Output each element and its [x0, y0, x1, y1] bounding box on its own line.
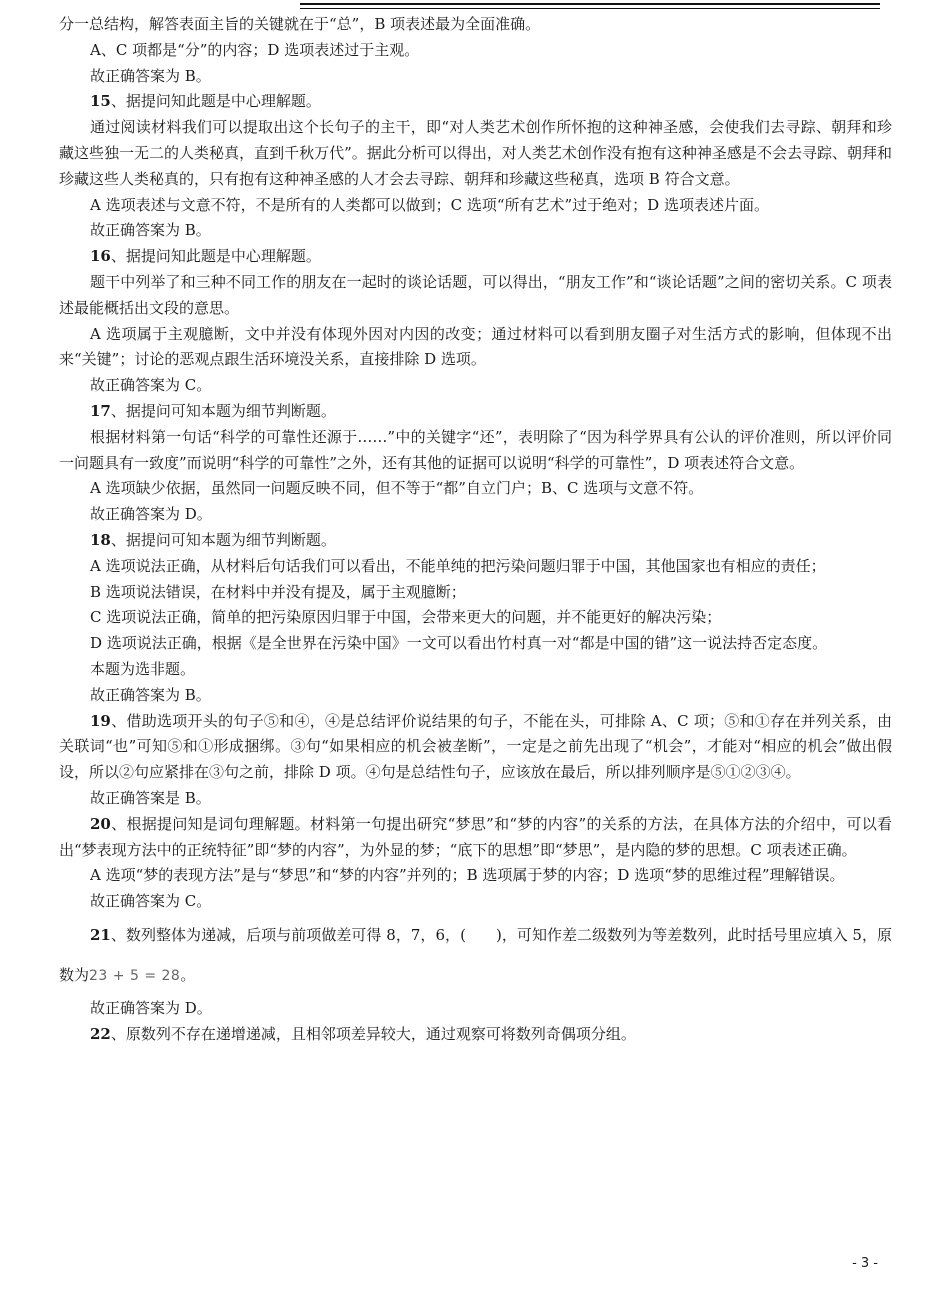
question-text: 、据提问可知本题为细节判断题。	[110, 401, 336, 420]
paragraph: 通过阅读材料我们可以提取出这个长句子的主干，即“对人类艺术创作所怀抱的这种神圣感，会使我们去寻踪、朝拜和珍藏这些独一无二的人类秘真，直到千秋万代”。据此分析可以得出，对人类艺术创作没有抱有这种神圣感是不会去寻踪、朝拜和珍藏这些人类秘真的，只有抱有这种神圣感的人才会去寻踪、朝拜和珍藏这些秘真，选项 B 符合文意。	[59, 118, 892, 188]
question-text: 、据提问知此题是中心理解题。	[110, 92, 321, 111]
option-b-analysis: B 选项说法错误，在材料中并没有提及，属于主观臆断；	[90, 582, 466, 601]
option-d-analysis: D 选项说法正确，根据《是全世界在污染中国》一文可以看出竹村真一对“都是中国的错”这一说法持否定态度。	[90, 634, 828, 653]
question-number: 16	[90, 247, 111, 266]
question-18-heading	[59, 528, 892, 554]
question-number: 22	[90, 1024, 111, 1043]
paragraph: A 选项属于主观臆断，文中并没有体现外因对内因的改变；通过材料可以看到朋友圈子对生活方式的影响，但体现不出来“关键”；讨论的恶观点跟生活环境没关系，直接排除 D 选项。	[59, 324, 892, 369]
paragraph: A、C 项都是“分”的内容；D 选项表述过于主观。	[90, 40, 420, 59]
header-rule-thick	[300, 3, 880, 5]
paragraph: A 选项表述与文意不符，不是所有的人类都可以做到；C 选项“所有艺术”过于绝对；D 选项表述片面。	[90, 195, 769, 214]
answer-line: 故正确答案为 B。	[90, 221, 211, 240]
question-number: 19	[90, 711, 111, 730]
question-16-heading	[59, 244, 892, 270]
equation: 23 + 5 = 28	[89, 967, 181, 984]
question-text: 、原数列不存在递增递减，且相邻项差异较大，通过观察可将数列奇偶项分组。	[110, 1024, 636, 1043]
answer-line: 故正确答案为 C。	[90, 892, 212, 911]
question-text: 、据提问知此题是中心理解题。	[110, 247, 321, 266]
question-number: 21	[90, 925, 111, 944]
question-number: 15	[90, 92, 111, 111]
paragraph: 根据材料第一句话“科学的可靠性还源于……”中的关键字“还”，表明除了“因为科学界具有公认的评价准则，所以评价同一问题具有一致度”而说明“科学的可靠性”之外，还有其他的证据可以说明“科学的可靠性”，D 项表述符合文意。	[59, 427, 892, 472]
paragraph: 本题为选非题。	[90, 659, 196, 678]
answer-line: 故正确答案是 B。	[90, 788, 211, 807]
question-text: 、据提问可知本题为细节判断题。	[110, 530, 336, 549]
answer-line: 故正确答案为 B。	[90, 66, 211, 85]
answer-line: 故正确答案为 C。	[90, 376, 212, 395]
answer-line: 故正确答案为 D。	[90, 998, 212, 1017]
question-21-body	[59, 915, 892, 996]
question-20-body	[59, 812, 892, 864]
option-a-analysis: A 选项说法正确，从材料后句话我们可以看出，不能单纯的把污染问题归罪于中国，其他国家也有相应的责任；	[90, 556, 826, 575]
question-text: 。	[180, 965, 196, 984]
question-text: 、借助选项开头的句子⑤和④，④是总结评价说结果的句子，不能在头，可排除 A、C 项；⑤和①存在并列关系，由关联词“也”可知⑤和①形成捆绑。③句“如果相应的机会被垄断”，一定是之前先出现了“机会”，才能对“相应的机会”做出假设，所以②句应紧排在③句之前，排除 D 项。④句是总结性句子，应该放在最后，所以排列顺序是⑤①②③④。	[59, 711, 892, 782]
question-text: 、数列整体为递减，后项与前项做差可得 8，7，6，( )，可知作差二级数列为等差数列，此时括号里应填入 5，原数为	[59, 925, 892, 984]
paragraph: 分一总结构，解答表面主旨的关键就在于“总”，B 项表述最为全面准确。	[59, 15, 541, 33]
option-c-analysis: C 选项说法正确，简单的把污染原因归罪于中国，会带来更大的问题，并不能更好的解决污染；	[90, 608, 722, 627]
question-number: 20	[90, 814, 111, 833]
answer-line: 故正确答案为 B。	[90, 685, 211, 704]
question-19-body	[59, 709, 892, 786]
question-17-heading	[59, 399, 892, 425]
question-number: 18	[90, 530, 111, 549]
question-text: 、根据提问知是词句理解题。材料第一句提出研究“梦思”和“梦的内容”的关系的方法，在具体方法的介绍中，可以看出“梦表现方法中的正统特征”即“梦的内容”，为外显的梦；“底下的思想”即“梦思”，是内隐的梦的思想。C 项表述正确。	[59, 814, 892, 859]
answer-explanations	[59, 12, 892, 1047]
question-22-body	[59, 1022, 892, 1048]
paragraph: A 选项“梦的表现方法”是与“梦思”和“梦的内容”并列的；B 选项属于梦的内容；D 选项“梦的思维过程”理解错误。	[90, 866, 845, 885]
page-number: - 3 -	[852, 1256, 878, 1271]
question-number: 17	[90, 401, 111, 420]
paragraph: A 选项缺少依据，虽然同一问题反映不同，但不等于“都”自立门户；B、C 选项与文意不符。	[90, 479, 704, 498]
answer-line: 故正确答案为 D。	[90, 505, 212, 524]
question-15-heading	[59, 89, 892, 115]
paragraph: 题干中列举了和三种不同工作的朋友在一起时的谈论话题，可以得出，“朋友工作”和“谈论话题”之间的密切关系。C 项表述最能概括出文段的意思。	[59, 272, 892, 317]
header-rule-thin	[300, 8, 880, 9]
